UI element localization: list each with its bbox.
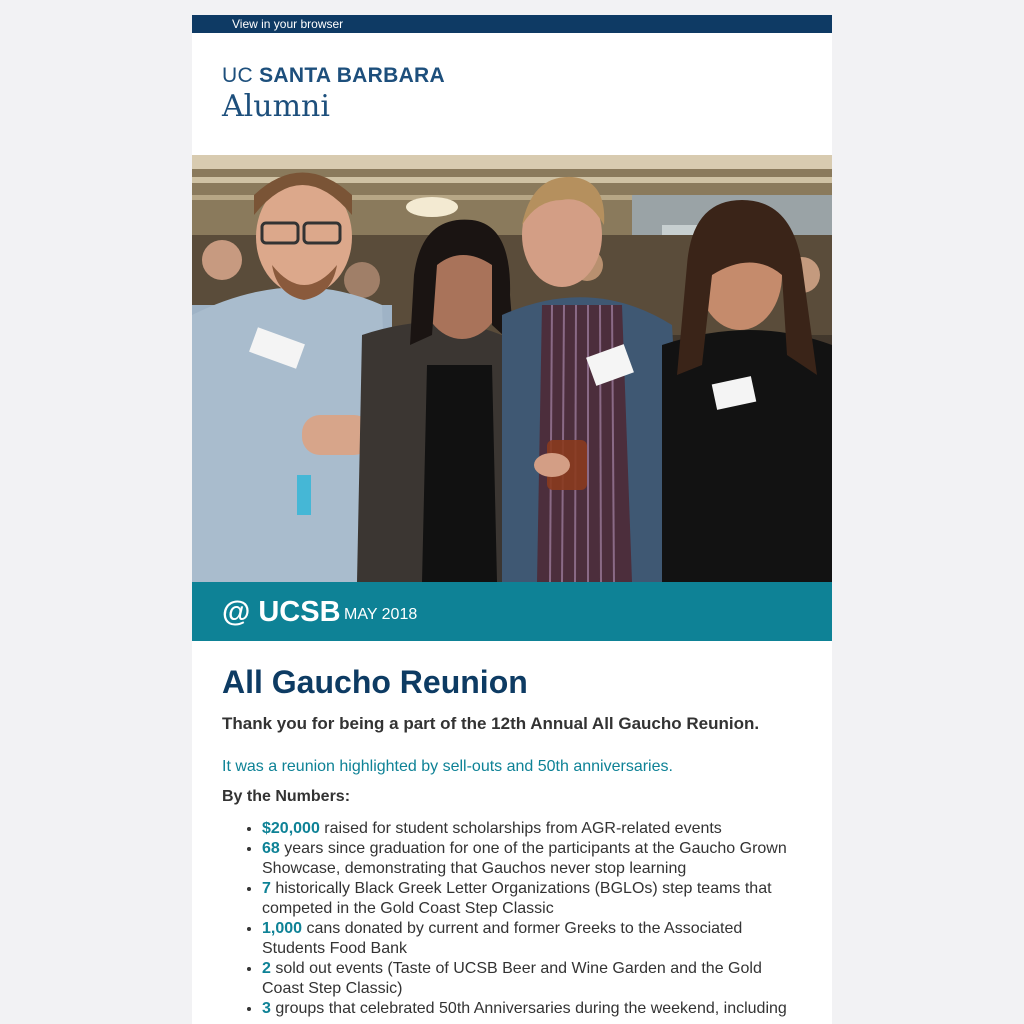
article-content (192, 641, 832, 1019)
top-bar (192, 15, 832, 33)
list-item (262, 959, 802, 999)
ucsb-logo[interactable] (222, 64, 445, 88)
logo-uc: UC (222, 64, 253, 87)
list-item (262, 879, 802, 919)
logo-alumni: Alumni (222, 89, 330, 124)
banner-at-ucsb: @ UCSB (222, 596, 341, 628)
stat-text: cans donated by current and former Greeks to the Associated Students Food Bank (262, 920, 743, 957)
hero-photo (192, 155, 832, 582)
by-the-numbers-label: By the Numbers: (222, 788, 351, 805)
stat-number: 3 (262, 1000, 271, 1017)
list-item (262, 819, 802, 839)
article-subhead: Thank you for being a part of the 12th Annual All Gaucho Reunion. (222, 714, 760, 733)
hero-photo-illustration (192, 155, 832, 582)
list-item (262, 919, 802, 959)
stat-number: 68 (262, 840, 280, 857)
logo-santa-barbara: SANTA BARBARA (259, 64, 445, 87)
stat-number: 7 (262, 880, 271, 897)
stat-number: $20,000 (262, 820, 320, 837)
banner-month: MAY 2018 (344, 606, 418, 623)
view-in-browser-link[interactable]: View in your browser (232, 17, 344, 31)
email-container (192, 15, 832, 1024)
article-intro: It was a reunion highlighted by sell-outs and 50th anniversaries. (222, 758, 673, 775)
stat-number: 2 (262, 960, 271, 977)
stats-list (222, 819, 802, 1019)
stat-text: historically Black Greek Letter Organizations (BGLOs) step teams that competed in the Gold Coast Step Classic (262, 880, 772, 917)
stat-text: groups that celebrated 50th Anniversaries during the weekend, including (270, 1000, 787, 1017)
article-headline: All Gaucho Reunion (222, 664, 528, 700)
stat-text: raised for student scholarships from AGR-related events (319, 820, 722, 837)
stat-text: years since graduation for one of the participants at the Gaucho Grown Showcase, demonstrating that Gauchos never stop learning (262, 840, 787, 877)
header (192, 33, 832, 155)
list-item (262, 999, 802, 1019)
issue-banner (192, 582, 832, 641)
list-item (262, 839, 802, 879)
stat-number: 1,000 (262, 920, 303, 937)
stat-text: sold out events (Taste of UCSB Beer and Wine Garden and the Gold Coast Step Classic) (262, 960, 762, 997)
